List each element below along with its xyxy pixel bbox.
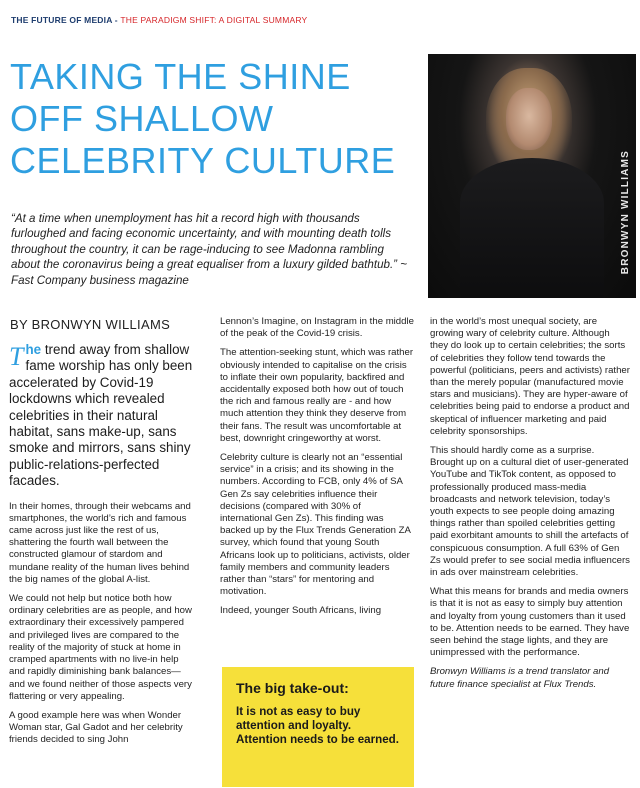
take-out-body: It is not as easy to buy attention and loyalty. Attention needs to be earned. [236,705,399,747]
paragraph: Celebrity culture is clearly not an “essential service” in a crisis; and its showing in the numbers. According to FCB, only 4% of SA Gen Zs say celebrities influence their decisions (compared with 30% of international Gen Zs). This finding was backed up by the Flux Trends Generation ZA survey, which found that young South Africans look up to politicians, activists, older family members and community leaders rather than “stars” for mentoring and motivation. [220,452,411,598]
section-name: THE FUTURE OF MEDIA [11,15,113,25]
photo-credit: BRONWYN WILLIAMS [620,150,631,275]
article-headline: TAKING THE SHINE OFF SHALLOW CELEBRITY CULTURE [10,56,396,181]
author-bio: Bronwyn Williams is a trend translator and future finance specialist at Flux Trends. [430,666,610,690]
column-3 [430,316,630,698]
photo-face [506,88,552,150]
drop-cap: T [9,342,24,371]
byline: BY BRONWYN WILLIAMS [10,317,171,332]
paragraph: In their homes, through their webcams and smartphones, the world’s rich and famous came across just like the rest of us, shattering the fourth wall between the constructed glamour of stardom and mundane reality of the human lives behind the big names of the global A-list. [9,500,191,585]
take-out-title: The big take-out: [236,680,349,696]
take-out-box [222,667,414,787]
paragraph: Indeed, younger South Africans, living [220,605,382,617]
section-subtitle: THE PARADIGM SHIFT: A DIGITAL SUMMARY [120,15,308,25]
paragraph: We could not help but notice both how ordinary celebrities are as people, and how extraordinary their excessively pampered and privileged lives are compared to the reality of the majority of stuck at home in cramped apartments with no live-in help and rapidly diminishing bank balances— and we found neither of those aspects very flattering or very appealing. [9,593,192,702]
paragraph: What this means for brands and media owners is that it is not as easy to simply buy attention and loyalty from young customers than it used to be. Attention needs to be earned. They have seen behind the stage lights, and they are unimpressed with the performance. [430,586,630,659]
paragraph: in the world’s most unequal society, are growing wary of celebrity culture. Although they do look up to certain celebrities; the sorts of celebrities they follow tend towards the powerful (politicians, peers and activists) rather than the merely popular (manufactured movie stars and musicians). They are hyper-aware of celebrities being paid to endorse a product and skeptical of influencer marketing and paid celebrity sponsorships. [430,316,630,437]
paragraph: A good example here was when Wonder Woman star, Gal Gadot and her celebrity friends decided to sing John [9,709,183,746]
lead-first-word: he [25,342,42,357]
pull-quote: “At a time when unemployment has hit a record high with thousands furloughed and facing economic uncertainty, and with mounting death tolls throughout the country, it can be rage-inducing to see Madonna rambling about the coronavirus being a great equaliser from a luxury gilded bathtub.” ~ Fast Company business magazine [11,212,408,287]
paragraph: The attention-seeking stunt, which was rather obviously intended to capitalise on the crisis to inflate their own popularity, backfired and accidentally exposed both how out of touch the rich and famous really are - and how much attention they think they deserve from their fans. The result was uncomfortable at best, downright cringeworthy at worst. [220,347,414,444]
paragraph: Lennon’s Imagine, on Instagram in the middle of the peak of the Covid-19 crisis. [220,316,414,340]
photo-body [460,158,604,298]
author-photo [428,54,636,298]
lead-paragraph [9,342,197,490]
running-header [11,15,307,25]
lead-text: trend away from shallow fame worship has only been accelerated by Covid-19 lockdowns which revealed celebrities in their natural habitat, sans make-up, sans smoke and mirrors, sans shiny public-relations-perfected facades. [9,342,193,489]
header-separator: - [112,15,121,25]
column-2 [220,316,415,625]
column-1 [9,342,197,754]
paragraph: This should hardly come as a surprise. Brought up on a cultural diet of user-generated YouTube and TikTok content, as opposed to professionally produced mass-media broadcasts and network television, today’s youth expects to see people doing amazing things rather than spoiled celebrities getting paid exorbitant amounts to shill the artefacts of conspicuous consumption. A full 63% of Gen Zs would prefer to see social media influencers in ads over mainstream celebrities. [430,445,630,579]
